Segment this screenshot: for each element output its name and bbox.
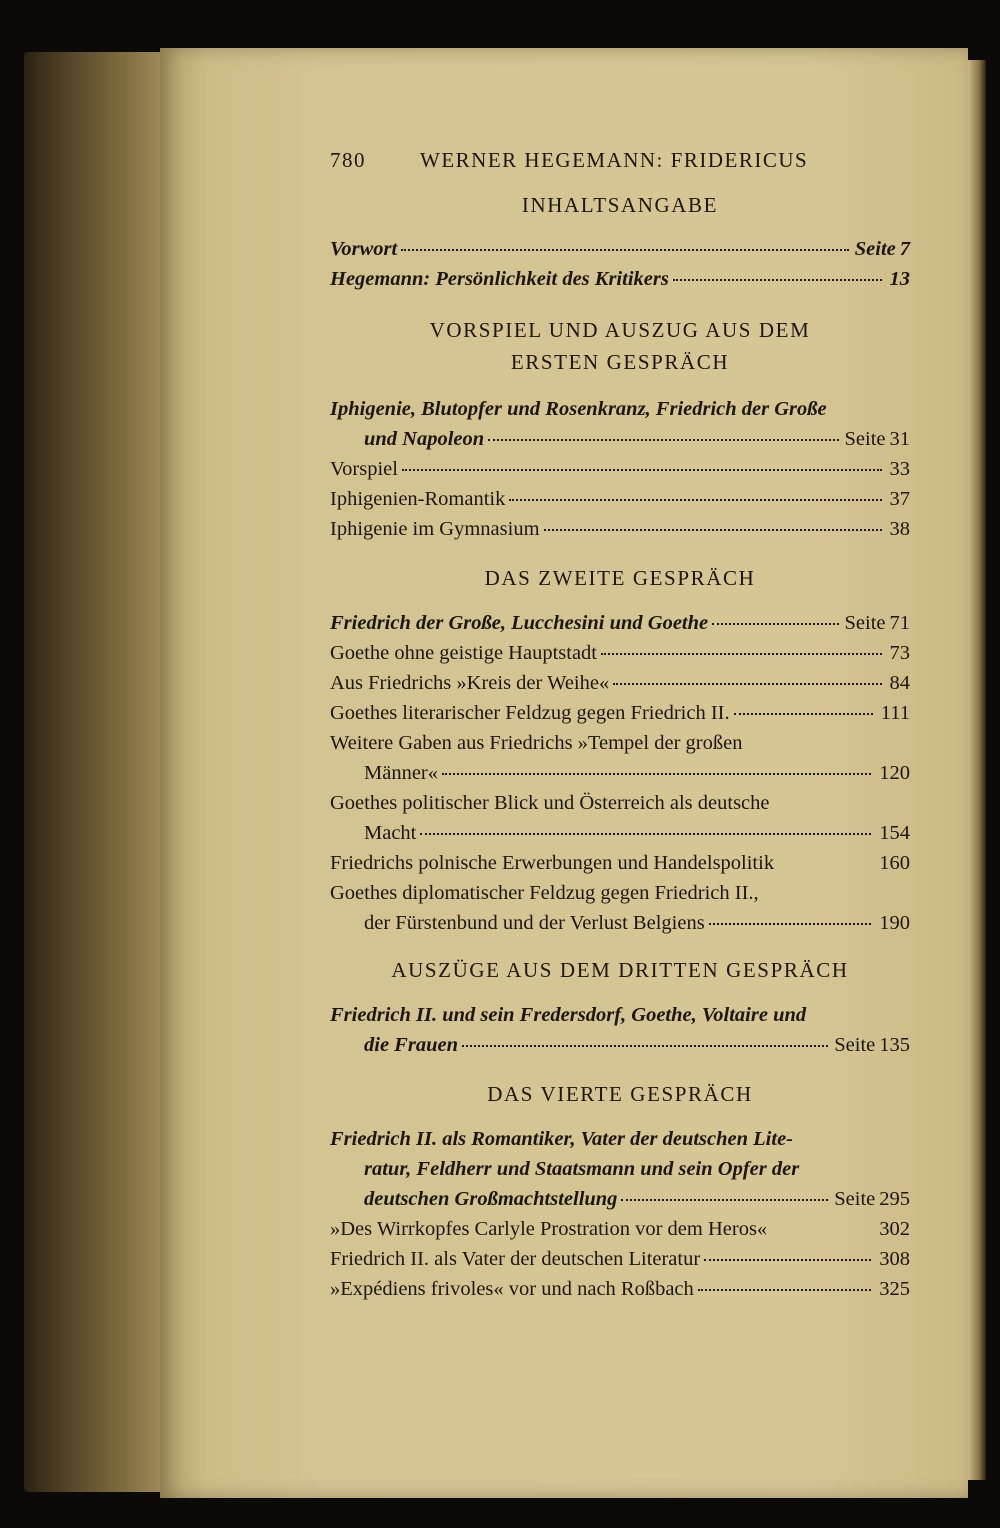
toc-entry-page: 295 (879, 1188, 910, 1210)
toc-lead-line (330, 612, 910, 642)
toc-entry (330, 672, 910, 702)
leader-dots (509, 499, 881, 501)
toc-lead-line (330, 1004, 910, 1034)
toc-entry-page: 71 (889, 612, 910, 634)
section-heading: ERSTEN GESPRÄCH (510, 350, 730, 374)
toc-entry-title: und Napoleon (364, 428, 485, 450)
toc-entry-title: Friedrichs polnische Erwerbungen und Handelspolitik (330, 852, 775, 874)
toc-entry-title: Iphigenie im Gymnasium (330, 518, 540, 540)
toc-entry-page: 160 (879, 852, 910, 874)
leader-dots (621, 1199, 828, 1201)
toc-entry-page: 37 (889, 488, 910, 510)
leader-dots (712, 623, 838, 625)
book-page (160, 48, 968, 1498)
toc-lead-line (364, 428, 910, 458)
toc-lead-line (364, 1034, 910, 1064)
section-heading: AUSZÜGE AUS DEM DRITTEN GESPRÄCH (391, 958, 849, 982)
page-right-edge (968, 60, 986, 1480)
toc-lead-line (330, 398, 910, 428)
page-label: Seite (834, 1034, 876, 1056)
toc-entry-title: Goethes politischer Blick und Österreich als deutsche (330, 792, 770, 814)
toc-entry-title: Friedrich II. als Romantiker, Vater der deutschen Lite- (330, 1128, 793, 1150)
toc-entry-title: Goethes literarischer Feldzug gegen Friedrich II. (330, 702, 730, 724)
toc-entry-title: Weitere Gaben aus Friedrichs »Tempel der großen (330, 732, 743, 754)
toc-entry-page: 111 (880, 702, 910, 724)
section-heading: DAS ZWEITE GESPRÄCH (484, 566, 756, 590)
toc-entry (330, 852, 910, 882)
toc-entry-line (364, 912, 910, 942)
toc-entry-title: der Fürstenbund und der Verlust Belgiens (364, 912, 705, 934)
toc-entry-title: Friedrich II. als Vater der deutschen Literatur (330, 1248, 701, 1270)
toc-entry-title: Macht (364, 822, 417, 844)
toc-entry-page: 13 (889, 268, 910, 290)
running-head (330, 148, 910, 173)
contents-title: INHALTSANGABE (521, 193, 719, 217)
leader-dots (698, 1289, 871, 1291)
toc-entry-title: Hegemann: Persönlichkeit des Kritikers (330, 268, 669, 290)
toc-entry-page: 135 (879, 1034, 910, 1056)
toc-entry-vorwort (330, 238, 910, 268)
toc-entry-title: Goethe ohne geistige Hauptstadt (330, 642, 598, 664)
toc-entry (330, 518, 910, 548)
toc-entry-title: Vorwort (330, 238, 398, 260)
page-number: 780 (330, 148, 366, 172)
toc-entry-title: Iphigenie, Blutopfer und Rosenkranz, Friedrich der Große (330, 398, 827, 420)
toc-entry-page: 120 (879, 762, 910, 784)
toc-entry (330, 1278, 910, 1308)
leader-dots (704, 1259, 871, 1261)
leader-dots (442, 773, 871, 775)
toc-entry-title: Aus Friedrichs »Kreis der Weihe« (330, 672, 610, 694)
toc-entry (330, 642, 910, 672)
leader-dots (613, 683, 881, 685)
toc-entry-title: ratur, Feldherr und Staatsmann und sein Opfer der (364, 1158, 800, 1180)
toc-entry-page: 73 (889, 642, 910, 664)
toc-lead-line (330, 1128, 910, 1158)
leader-dots (488, 439, 838, 441)
toc-entry-page: 154 (879, 822, 910, 844)
toc-entry-page: 190 (879, 912, 910, 934)
running-title: WERNER HEGEMANN: FRIDERICUS (420, 148, 809, 172)
toc-entry-line (330, 882, 910, 912)
toc-entry-title: Iphigenien-Romantik (330, 488, 506, 510)
toc-entry-line (330, 792, 910, 822)
toc-entry-title: deutschen Großmachtstellung (364, 1188, 618, 1210)
leader-dots (401, 249, 849, 251)
toc-entry-hegemann (330, 268, 910, 298)
toc-entry-page: 302 (879, 1218, 910, 1240)
toc-entry-title: Friedrich der Große, Lucchesini und Goethe (330, 612, 709, 634)
toc-entry-title: »Des Wirrkopfes Carlyle Prostration vor dem Heros« (330, 1218, 768, 1240)
toc-entry-page: 33 (889, 458, 910, 480)
leader-dots (601, 653, 881, 655)
toc-entry (330, 1218, 910, 1248)
toc-entry-title: Vorspiel (330, 458, 398, 480)
toc-entry (330, 488, 910, 518)
leader-dots (462, 1045, 828, 1047)
toc-lead-line (364, 1188, 910, 1218)
toc-entry-page: 38 (889, 518, 910, 540)
toc-entry-line (364, 822, 910, 852)
toc-entry-title: Friedrich II. und sein Fredersdorf, Goethe, Voltaire und (330, 1004, 807, 1026)
toc-entry-title: Goethes diplomatischer Feldzug gegen Friedrich II., (330, 882, 759, 904)
leader-dots (420, 833, 871, 835)
leader-dots (709, 923, 872, 925)
toc-entry (330, 1248, 910, 1278)
toc-entry (330, 458, 910, 488)
page-label: Seite (844, 428, 886, 450)
toc-entry-page: 7 (899, 238, 910, 260)
toc-entry-page: 325 (879, 1278, 910, 1300)
toc-entry-page: 84 (889, 672, 910, 694)
page-label: Seite (834, 1188, 876, 1210)
toc-entry-line (330, 732, 910, 762)
leader-dots (734, 713, 873, 715)
section-heading: DAS VIERTE GESPRÄCH (487, 1082, 753, 1106)
page-label: Seite (854, 238, 896, 260)
leader-dots (544, 529, 882, 531)
toc-entry-title: Männer« (364, 762, 439, 784)
toc-entry-title: die Frauen (364, 1034, 458, 1056)
page-label: Seite (844, 612, 886, 634)
toc-entry-page: 308 (879, 1248, 910, 1270)
toc-lead-line (364, 1158, 910, 1188)
toc-entry-page: 31 (889, 428, 910, 450)
toc-entry-title: »Expédiens frivoles« vor und nach Roßbach (330, 1278, 694, 1300)
leader-dots (673, 279, 882, 281)
book-page-edges (24, 52, 174, 1492)
toc-entry (330, 702, 910, 732)
section-heading: VORSPIEL UND AUSZUG AUS DEM (429, 318, 811, 342)
leader-dots (402, 469, 882, 471)
toc-entry-line (364, 762, 910, 792)
